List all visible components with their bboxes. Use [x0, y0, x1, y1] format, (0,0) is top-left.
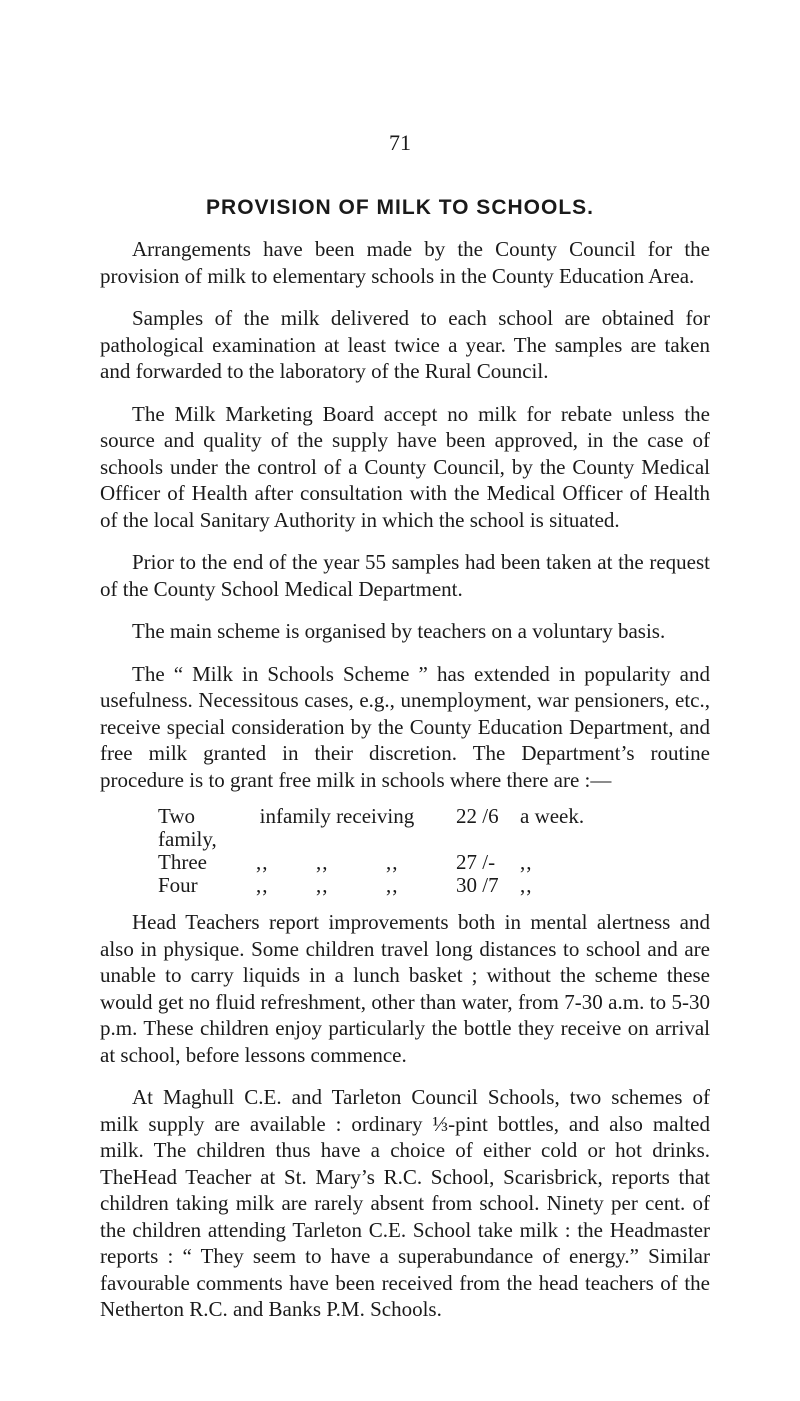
paragraph-arrangements: Arrangements have been made by the County Council for the provision of milk to elementary schools in the County Education Area.	[100, 237, 710, 288]
page-number: 71	[389, 130, 411, 155]
rate-ditto: ,,	[256, 850, 269, 874]
rate-ditto: ,,	[386, 873, 399, 897]
rate-amount: 30 /7	[456, 873, 499, 897]
rate-unit: a week.	[520, 804, 585, 828]
paragraph-maghull-tarleton: At Maghull C.E. and Tarleton Council Schools, two schemes of milk supply are available : ordinary ⅓-pint bottles, and also malted milk. The children thus have a choice of either cold or hot drinks. TheHead Teacher at St. Mary’s R.C. School, Scarisbrick, reports that children taking milk are rarely absent from school. Ninety per cent. of the children attending Tarleton C.E. School take milk : the Headmaster reports : “ They seem to have a superabundance of energy.” Similar favourable comments have been received from the head teachers of the Netherton R.C. and Banks P.M. Schools.	[100, 1085, 710, 1321]
free-milk-rates-list	[158, 805, 710, 897]
paragraph-samples-count: Prior to the end of the year 55 samples had been taken at the request of the County School Medical Department.	[100, 550, 710, 601]
rate-unit: ,,	[520, 850, 533, 874]
rate-ditto: ,,	[316, 873, 329, 897]
rate-row-four	[158, 874, 710, 897]
rate-label: family receiving	[276, 804, 415, 828]
rate-ditto: ,,	[386, 850, 399, 874]
paragraph-milk-in-schools: The “ Milk in Schools Scheme ” has extended in popularity and usefulness. Necessitous cases, e.g., unemployment, war pensioners, etc., receive special consideration by the County Education Department, and free milk granted in their discretion. The Department’s routine procedure is to grant free milk in schools where there are :—	[100, 661, 710, 792]
rate-count: Two in family,	[158, 804, 276, 851]
paragraph-samples: Samples of the milk delivered to each school are obtained for pathological examination at least twice a year. The samples are taken and forwarded to the laboratory of the Rural Council.	[100, 306, 710, 383]
paragraph-main-scheme: The main scheme is organised by teachers on a voluntary basis.	[132, 619, 666, 643]
document-body	[100, 236, 710, 1339]
rate-row-two	[158, 805, 710, 851]
page-title: PROVISION OF MILK TO SCHOOLS.	[206, 196, 594, 219]
rate-row-three	[158, 851, 710, 874]
paragraph-milk-marketing-board: The Milk Marketing Board accept no milk for rebate unless the source and quality of the supply have been approved, in the case of schools under the control of a County Council, by the County Medical Officer of Health after consultation with the Medical Officer of Health of the local Sanitary Authority in which the school is situated.	[100, 401, 710, 532]
rate-unit: ,,	[520, 873, 533, 897]
rate-ditto: ,,	[316, 850, 329, 874]
rate-amount: 22 /6	[456, 804, 499, 828]
rate-ditto: ,,	[256, 873, 269, 897]
rate-amount: 27 /-	[456, 850, 496, 874]
rate-count: Three	[158, 850, 207, 874]
rate-count: Four	[158, 873, 198, 897]
paragraph-head-teachers: Head Teachers report improvements both in mental alertness and also in physique. Some children travel long distances to school and are unable to carry liquids in a lunch basket ; without the scheme these would get no fluid refreshment, other than water, from 7-30 a.m. to 5-30 p.m. These children enjoy particularly the bottle they receive on arrival at school, before lessons commence.	[100, 910, 710, 1067]
